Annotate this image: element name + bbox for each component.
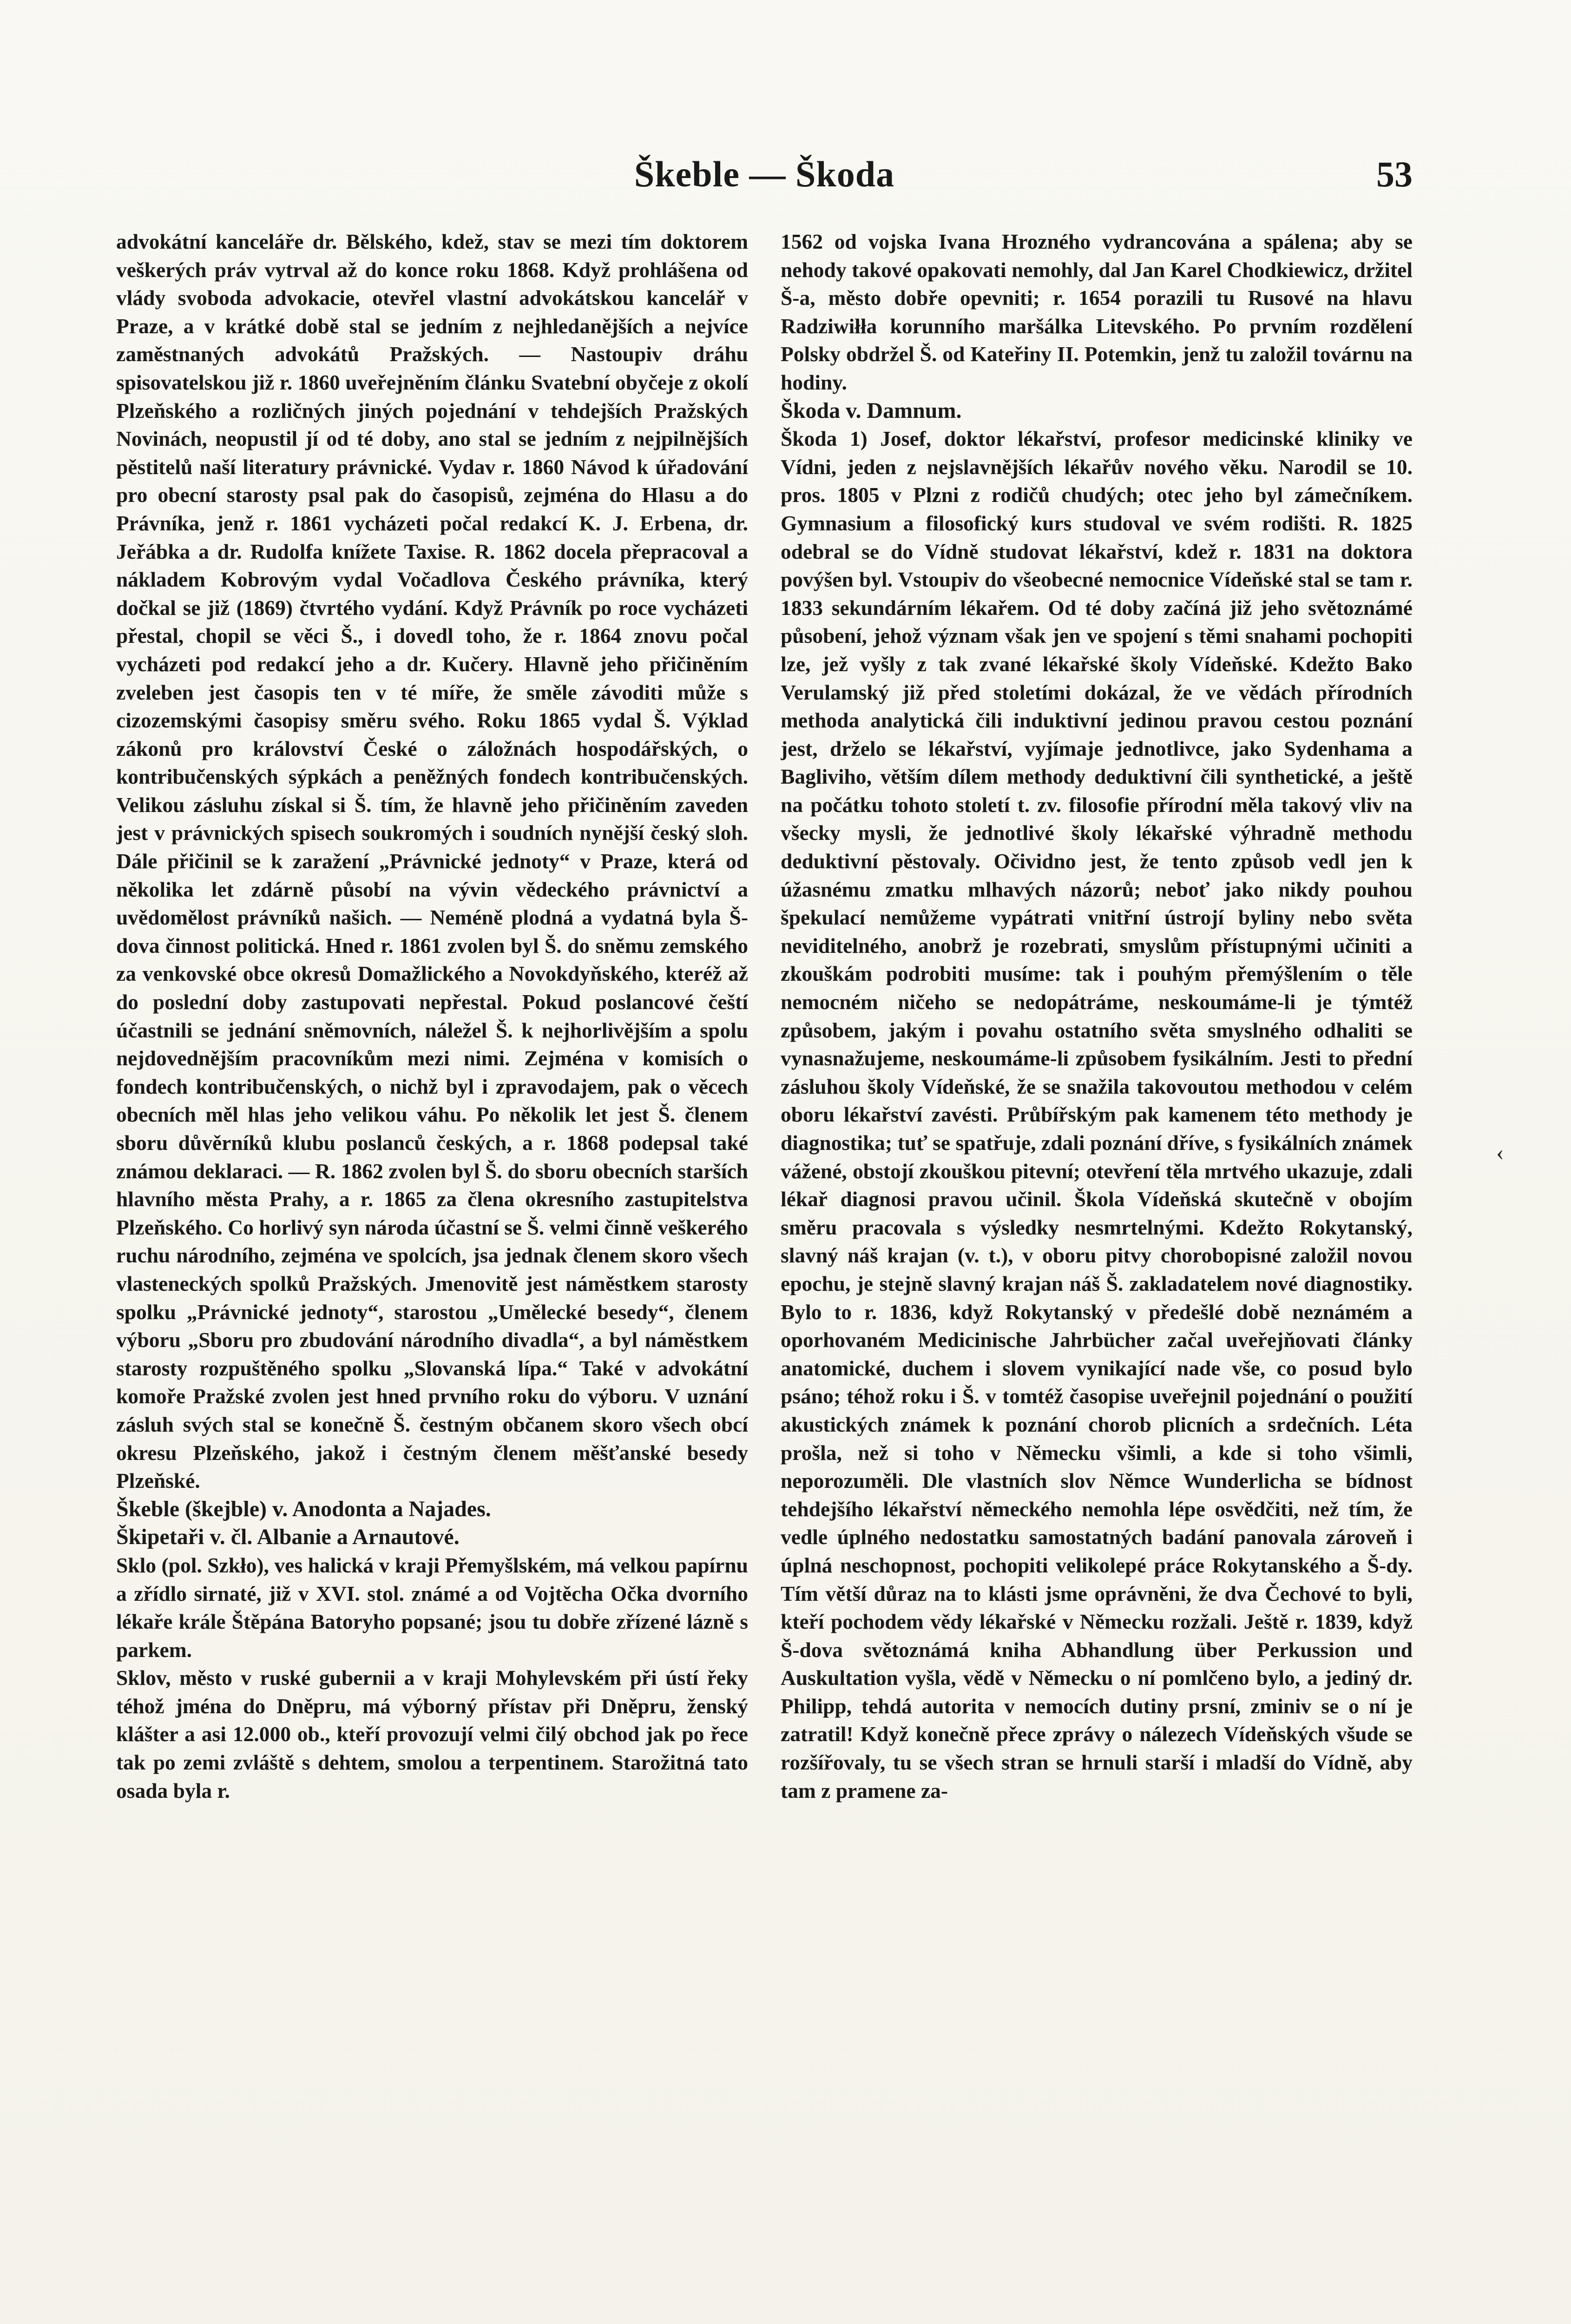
page-header <box>116 153 1413 205</box>
entry-skoda-josef: Škoda 1) Josef, doktor lékařství, profesor medicinské kliniky ve Vídni, jeden z nejslavnějších lékařův nového věku. Narodil se 10. pros. 1805 v Plzni z rodičů chudých; otec jeho byl zámečníkem. Gymnasium a filosofický kurs studoval ve svém rodišti. R. 1825 odebral se do Vídně studovat lékařství, kdež r. 1831 na doktora povýšen byl. Vstoupiv do všeobecné nemocnice Vídeňské stal se tam r. 1833 sekundárním lékařem. Od té doby začíná již jeho světoznámé působení, jehož význam však jen ve spojení s těmi snahami pochopiti lze, jež vyšly z tak zvané lékařské školy Vídeňské. Kdežto Bako Verulamský již před stoletími dokázal, že ve vědách přírodních methoda analytická čili induktivní jedinou pravou cestou poznání jest, drželo se lékařství, vyjímaje jednotlivce, jako Sydenhama a Bagliviho, větším dílem methody deduktivní čili synthetické, a ještě na počátku tohoto století t. zv. filosofie přírodní měla takový vliv na všecky mysli, že jednotlivé školy lékařské výhradně methodu deduktivní pěstovaly. Očividno jest, že tento způsob vedl jen k úžasnému zmatku mlhavých názorů; neboť jako nikdy pouhou špekulací nemůžeme vypátrati vnitřní ústrojí byliny nebo světa neviditelného, anobrž je rozebrati, smyslům přístupnými učiniti a zkouškám podrobiti musíme: tak i pouhým přemýšlením o těle nemocném ničeho se nedopátráme, neskoumáme-li je týmtéž způsobem, jakým i povahu ostatního světa smyslného odhaliti se vynasnažujeme, neskoumáme-li způsobem fysikálním. Jesti to přední zásluhou školy Vídeňské, že se snažila takovoutou methodou v celém oboru lékařství zavésti. Průbířským pak kamenem této methody je diagnostika; tuť se spatřuje, zdali poznání dříve, s fysikálních známek vážené, obstojí zkouškou pitevní; otevření těla mrtvého ukazuje, zdali lékař diagnosi pravou učinil. Škola Vídeňská skutečně v obojím směru pracovala s výsledky nesmrtelnými. Kdežto Rokytanský, slavný náš krajan (v. t.), v oboru pitvy chorobopisné založil novou epochu, je stejně slavný krajan náš Š. zakladatelem nové diagnostiky. Bylo to r. 1836, když Rokytanský v předešlé době neznámém a oporhovaném Medicinische Jahrbücher začal uveřejňovati články anatomické, duchem i slovem vynikající nade vše, co posud bylo psáno; téhož roku i Š. v tomtéž časopise uveřejnil pojednání o použití akustických známek k poznání chorob plicních a srdečních. Léta prošla, než si toho v Německu všimli, a kde si toho všimli, neporozuměli. Dle vlastních slov Němce Wunderlicha se bídnost tehdejšího lékařství německého nemohla lépe osvědčiti, než tím, že vedle úplného nedostatku samostatných badání panovala zároveň i úplná neschopnost, pochopiti velikolepé práce Rokytanského a Š-dy. Tím větší důraz na to klásti jsme oprávněni, že dva Čechové to byli, kteří pochodem vědy lékařské v Německu rozžali. Ještě r. 1839, když Š-dova světoznámá kniha Abhandlung über Perkussion und Auskultation vyšla, vědě v Německu o ní pomlčeno bylo, a jediný dr. Philipp, tehdá autorita v nemocích dutiny prsní, zminiv se o ní je zatratil! Když konečně přece zprávy o nálezech Vídeňských všude se rozšířovaly, tu se všech stran se hrnuli starší i mladší do Vídně, aby tam z pramene za- <box>781 427 1413 1802</box>
entry-skipetari: Škipetaři v. čl. Albanie a Arnautové. <box>116 1525 460 1550</box>
entry-sklov: Sklov, město v ruské gubernii a v kraji Mohylevském při ústí řeky téhož jména do Dněpru, má výborný přístav při Dněpru, ženský klášter a asi 12.000 ob., kteří provozují velmi čilý obchod jak po řece tak po zemi zvláště s dehtem, smolou a terpentinem. Starožitná tato osada byla r. <box>116 1666 748 1802</box>
entry-sklo: Sklo (pol. Szkło), ves halická v kraji Přemyšlském, má velkou papírnu a zřídlo sirnaté, již v XVI. stol. známé a od Vojtěcha Očka dvorního lékaře krále Štěpána Batoryho popsané; jsou tu dobře zřízené lázně s parkem. <box>116 1553 748 1662</box>
left-column <box>116 228 748 2324</box>
margin-mark: ‹ <box>1496 1139 1504 1165</box>
page-number: 53 <box>1376 154 1413 194</box>
paragraph-sklov-continued: 1562 od vojska Ivana Hrozného vydrancována a spálena; aby se nehody takové opakovati nemohly, dal Jan Karel Chodkiewicz, držitel Š-a, město dobře opevniti; r. 1654 porazili tu Rusové na hlavu Radziwiłła korunního maršálka Litevského. Po prvním rozdělení Polsky obdržel Š. od Kateřiny II. Potemkin, jenž tu založil továrnu na hodiny. <box>781 230 1413 394</box>
text-columns <box>116 228 1413 2324</box>
paragraph-skoda-advocate-bio: advokátní kanceláře dr. Bělského, kdež, stav se mezi tím doktorem veškerých práv vytrval až do konce roku 1868. Když prohlášena od vlády svoboda advokacie, otevřel vlastní advokátskou kancelář v Praze, a v krátké době stal se jedním z nejhledanějších a nejvíce zaměstnaných advokátů Pražských. — Nastoupiv dráhu spisovatelskou již r. 1860 uveřejněním článku Svatební obyčeje z okolí Plzeňského a rozličných jiných pojednání v tehdejších Pražských Novinách, neopustil jí od té doby, ano stal se jedním z nejpilnějších pěstitelů naší literatury právnické. Vydav r. 1860 Návod k úřadování pro obecní starosty psal pak do časopisů, zejména do Hlasu a do Právníka, jenž r. 1861 vycházeti počal redakcí K. J. Erbena, dr. Jeřábka a dr. Rudolfa knížete Taxise. R. 1862 docela přepracoval a nákladem Kobrovým vydal Vočadlova Českého právníka, který dočkal se již (1869) čtvrtého vydání. Když Právník po roce vycházeti přestal, chopil se věci Š., i dovedl toho, že r. 1864 znovu počal vycházeti pod redakcí jeho a dr. Kučery. Hlavně jeho přičiněním zveleben jest časopis ten v té míře, že směle závoditi může s cizozemskými časopisy směru svého. Roku 1865 vydal Š. Výklad zákonů pro království České o záložnách hospodářských, o kontribučenských sýpkách a peněžných fondech kontribučenských. Velikou zásluhu získal si Š. tím, že hlavně jeho přičiněním zaveden jest v právnických spisech soukromých i soudních nynější český sloh. Dále přičinil se k zaražení „Právnické jednoty“ v Praze, která od několika let zdárně působí na vývin vědeckého právnictví a uvědomělost právníků našich. — Neméně plodná a vydatná byla Š-dova činnost politická. Hned r. 1861 zvolen byl Š. do sněmu zemského za venkovské obce okresů Domažlického a Novokdyňského, kteréž až do poslední doby zastupovati nepřestal. Pokud poslancové čeští účastnili se jednání sněmovních, náležel Š. k nejhorlivějším a spolu nejdovednějším pracovníkům mezi nimi. Zejména v komisích o fondech kontribučenských, o nichž byl i zpravodajem, pak o věcech obecních měl hlas jeho velikou váhu. Po několik let jest Š. členem sboru důvěrníků klubu poslanců českých, a r. 1868 podepsal také známou deklaraci. — R. 1862 zvolen byl Š. do sboru obecních starších hlavního města Prahy, a r. 1865 za člena okresního zastupitelstva Plzeňského. Co horlivý syn národa účastní se Š. velmi činně veškerého ruchu národního, zejména ve spolcích, jsa jednak členem skoro všech vlasteneckých spolků Pražských. Jmenovitě jest náměstkem starosty spolku „Právnické jednoty“, starostou „Umělecké besedy“, členem výboru „Sboru pro zbudování národního divadla“, a byl náměstkem starosty rozpuštěného spolku „Slovanská lípa.“ Také v advokátní komoře Pražské zvolen jest hned prvního roku do výboru. V uznání zásluh svých stal se konečně Š. čestným občanem skoro všech obcí okresu Plzeňského, jakož i čestným členem měšťanské besedy Plzeňské. <box>116 230 748 1493</box>
running-head: Škeble — Škoda <box>634 154 895 194</box>
right-column <box>781 228 1413 2324</box>
entry-skoda-damnum: Škoda v. Damnum. <box>781 398 962 423</box>
entry-skeble: Škeble (škejble) v. Anodonta a Najades. <box>116 1496 491 1521</box>
